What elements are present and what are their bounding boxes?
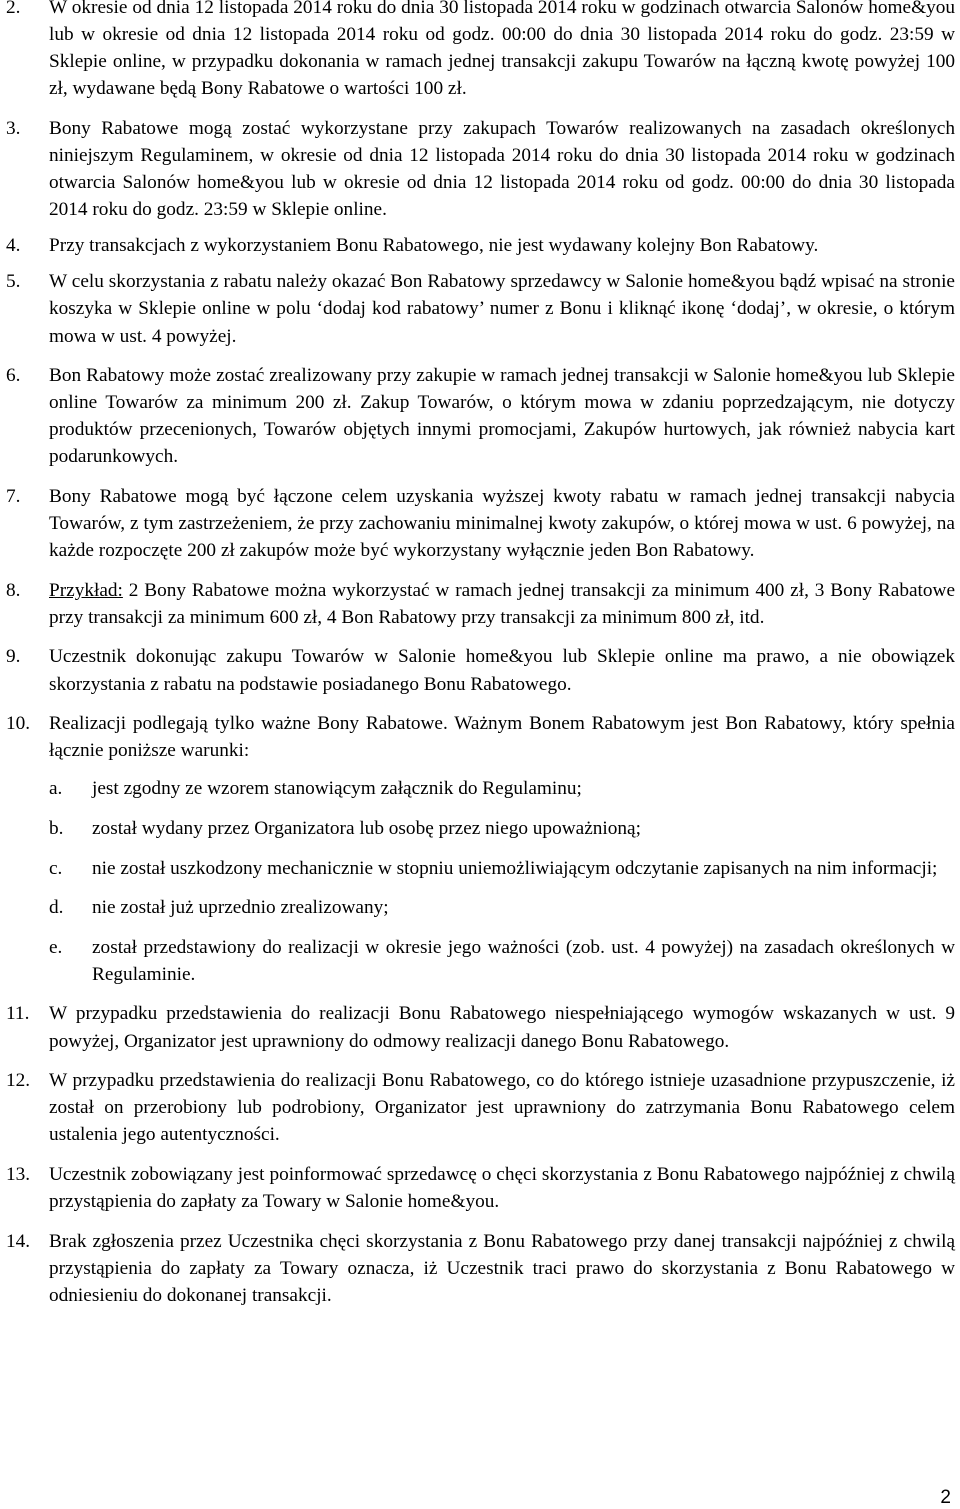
item-text: Realizacji podlegają tylko ważne Bony Rabatowe. Ważnym Bonem Rabatowym jest Bon Rabatowy, który spełnia łącznie poniższe warunki: bbox=[49, 713, 955, 762]
list-item bbox=[0, 1000, 960, 1054]
list-item bbox=[0, 483, 960, 564]
sub-list-item bbox=[49, 815, 955, 842]
sub-item-text: nie został już uprzednio zrealizowany; bbox=[92, 897, 389, 919]
list-item bbox=[0, 643, 960, 697]
sub-list-item bbox=[49, 934, 955, 988]
item-text: Bony Rabatowe mogą zostać wykorzystane przy zakupach Towarów realizowanych na zasadach określonych niniejszym Regulaminem, w okresie od dnia 12 listopada 2014 roku do dnia 30 listopada 2014 roku w godzinach otwarcia Salonów home&you lub w okresie od dnia 12 listopada 2014 roku od godz. 00:00 do dnia 30 listopada 2014 roku do godz. 23:59 w Sklepie online. bbox=[49, 117, 955, 221]
page-number: 2 bbox=[940, 1487, 951, 1508]
example-label: Przykład: bbox=[49, 579, 123, 601]
item-text: Uczestnik zobowiązany jest poinformować sprzedawcę o chęci skorzystania z Bonu Rabatowego najpóźniej z chwilą przystąpienia do zapłaty za Towary w Salonie home&you. bbox=[49, 1163, 955, 1212]
item-text: W celu skorzystania z rabatu należy okazać Bon Rabatowy sprzedawcy w Salonie home&you bądź wpisać na stronie koszyka w Sklepie online w polu ‘dodaj kod rabatowy’ numer z Bonu i kliknąć ikonę ‘dodaj’, w okresie, o którym mowa w ust. 4 powyżej. bbox=[49, 271, 955, 347]
item-text: Uczestnik dokonując zakupu Towarów w Salonie home&you lub Sklepie online ma prawo, a nie obowiązek skorzystania z rabatu na podstawie posiadanego Bonu Rabatowego. bbox=[49, 646, 955, 695]
list-item bbox=[0, 710, 960, 988]
sub-item-letter: a. bbox=[49, 778, 63, 800]
sub-list-item bbox=[49, 894, 955, 921]
sub-item-text: został wydany przez Organizatora lub osobę przez niego upoważnioną; bbox=[92, 817, 641, 839]
item-number: 12. bbox=[6, 1070, 31, 1092]
list-item bbox=[0, 0, 960, 102]
item-number: 2. bbox=[6, 0, 21, 18]
sub-list-item bbox=[49, 855, 955, 882]
item-text: Brak zgłoszenia przez Uczestnika chęci skorzystania z Bonu Rabatowego przy danej transakcji najpóźniej z chwilą przystąpienia do zapłaty za Towary oznacza, iż Uczestnik traci prawo do skorzystania z Bonu Rabatowego w odniesieniu do dokonanej transakcji. bbox=[49, 1230, 955, 1306]
item-text: W okresie od dnia 12 listopada 2014 roku do dnia 30 listopada 2014 roku w godzinach otwarcia Salonów home&you lub w okresie od dnia 12 listopada 2014 roku od godz. 00:00 do dnia 30 listopada 2014 roku do godz. 23:59 w Sklepie online, w przypadku dokonania w ramach jednej transakcji zakupu Towarów na łączną kwotę powyżej 100 zł, wydawane będą Bony Rabatowe o wartości 100 zł. bbox=[49, 0, 955, 100]
sub-item-letter: c. bbox=[49, 857, 63, 879]
item-number: 14. bbox=[6, 1230, 31, 1252]
item-text: 2 Bony Rabatowe można wykorzystać w ramach jednej transakcji za minimum 400 zł, 3 Bony Rabatowe przy transakcji za minimum 600 zł, 4 Bon Rabatowy przy transakcji za minimum 800 zł, itd. bbox=[49, 579, 955, 628]
list-item bbox=[0, 1161, 960, 1215]
sub-item-letter: b. bbox=[49, 817, 64, 839]
sub-item-letter: e. bbox=[49, 936, 63, 958]
item-text: Bon Rabatowy może zostać zrealizowany przy zakupie w ramach jednej transakcji w Salonie home&you lub Sklepie online Towarów za minimum 200 zł. Zakup Towarów, o którym mowa w zdaniu poprzedzającym, nie dotyczy produktów przecenionych, Towarów objętych innymi promocjami, Zakupów hurtowych, jak również nabycia kart podarunkowych. bbox=[49, 365, 955, 468]
item-number: 10. bbox=[6, 713, 31, 735]
sub-item-text: nie został uszkodzony mechanicznie w stopniu uniemożliwiającym odczytanie zapisanych na nim informacji; bbox=[92, 857, 938, 879]
sub-item-text: jest zgodny ze wzorem stanowiącym załącznik do Regulaminu; bbox=[92, 778, 582, 800]
item-number: 7. bbox=[6, 486, 21, 507]
list-item bbox=[0, 1067, 960, 1148]
item-number: 13. bbox=[6, 1163, 31, 1185]
list-item bbox=[0, 1228, 960, 1309]
item-number: 3. bbox=[6, 117, 21, 139]
list-item bbox=[0, 577, 960, 631]
item-number: 6. bbox=[6, 365, 21, 387]
sub-item-letter: d. bbox=[49, 897, 64, 919]
list-item bbox=[0, 115, 960, 223]
item-text: W przypadku przedstawienia do realizacji Bonu Rabatowego, co do którego istnieje uzasadnione przypuszczenie, iż został on przerobiony lub podrobiony, Organizator jest uprawniony do zatrzymania Bonu Rabatowego celem ustalenia jego autentyczności. bbox=[49, 1070, 955, 1146]
sub-item-text: został przedstawiony do realizacji w okresie jego ważności (zob. ust. 4 powyżej) na zasadach określonych w Regulaminie. bbox=[92, 936, 955, 985]
item-number: 11. bbox=[6, 1003, 30, 1025]
list-item bbox=[0, 268, 960, 349]
item-number: 5. bbox=[6, 271, 21, 293]
item-number: 9. bbox=[6, 646, 21, 668]
item-text: Bony Rabatowe mogą być łączone celem uzyskania wyższej kwoty rabatu w ramach jednej transakcji nabycia Towarów, z tym zastrzeżeniem, że przy zachowaniu minimalnej kwoty zakupów, o której mowa w ust. 6 powyżej, na każde rozpoczęte 200 zł zakupów może być wykorzystany wyłącznie jeden Bon Rabatowy. bbox=[49, 486, 955, 562]
list-item bbox=[0, 232, 960, 259]
item-number: 8. bbox=[6, 579, 21, 601]
list-item bbox=[0, 362, 960, 470]
sub-list-item bbox=[49, 775, 955, 802]
item-number: 4. bbox=[6, 235, 21, 257]
item-text: W przypadku przedstawienia do realizacji Bonu Rabatowego niespełniającego wymogów wskazanych w ust. 9 powyżej, Organizator jest uprawniony do odmowy realizacji danego Bonu Rabatowego. bbox=[49, 1003, 955, 1052]
item-text: Przy transakcjach z wykorzystaniem Bonu Rabatowego, nie jest wydawany kolejny Bon Rabatowy. bbox=[49, 235, 819, 257]
